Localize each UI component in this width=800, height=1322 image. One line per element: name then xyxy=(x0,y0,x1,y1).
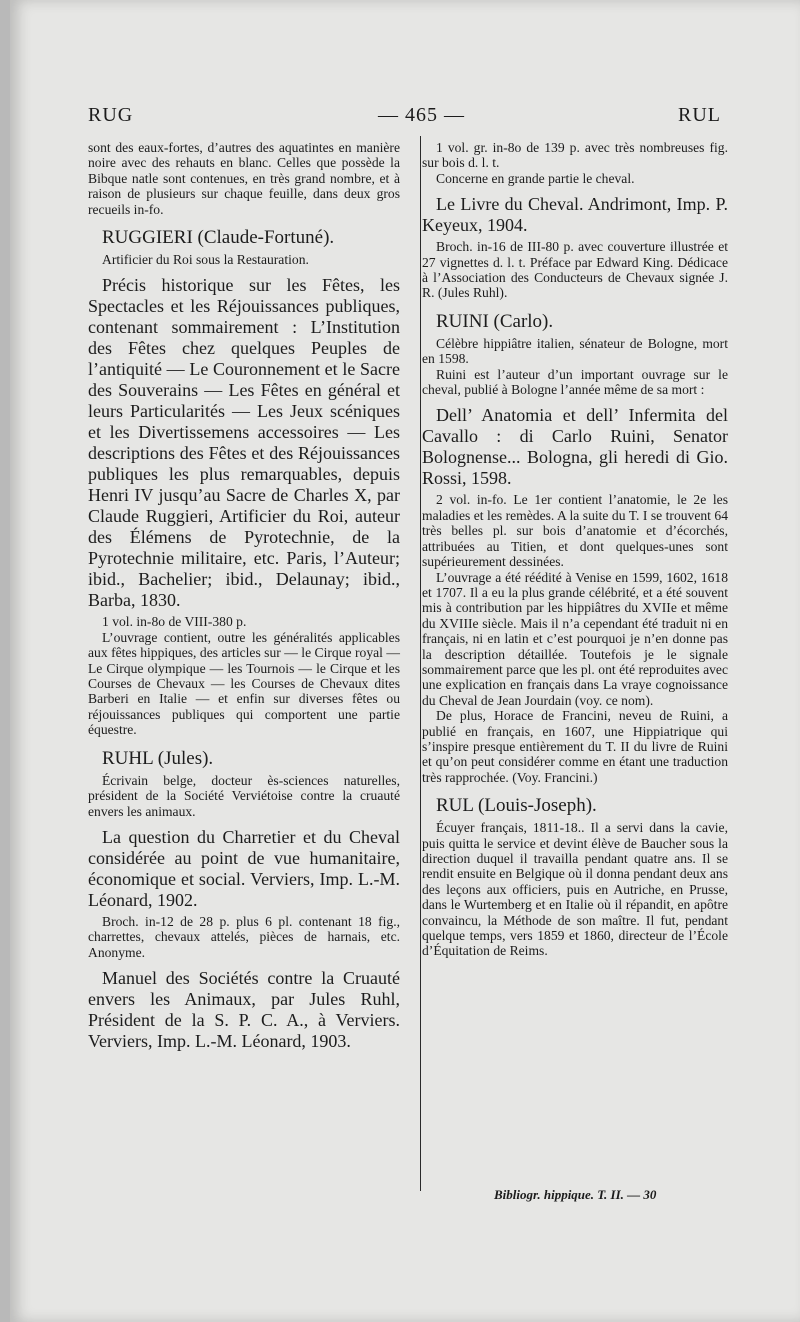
entry-desc-ruhl: Écrivain belge, docteur ès-sciences naturelles, président de la Société Verviétoise contre la cruauté envers les animaux. xyxy=(88,772,400,819)
book-page xyxy=(10,0,800,1322)
column-divider xyxy=(420,136,421,1191)
book-title-anatomia: Dell’ Anatomia et dell’ Infermita del Cavallo : di Carlo Ruini, Senator Bolognense... Bologna, gli heredi di Gio. Rossi, 1598. xyxy=(422,405,728,489)
book-note-precis: L’ouvrage contient, outre les généralités applicables aux fêtes hippiques, des articles sur — le Cirque royal — Le Cirque olympique — les Tournois — le Cirque et les Courses de Chevaux — les Courses de Chevaux dites Barberi en Italie — et enfin sur diverses fêtes ou réjouissances publiques qui comportent une partie équestre. xyxy=(88,629,400,738)
entry-name-ruggieri: RUGGIERI (Claude-Fortuné). xyxy=(102,227,335,249)
running-head-right: RUL xyxy=(678,104,721,126)
book-details-manuel: 1 vol. gr. in-8o de 139 p. avec très nombreuses fig. sur bois d. l. t. xyxy=(422,140,728,171)
entry-desc-ruini: Célèbre hippiâtre italien, sénateur de Bologne, mort en 1598. xyxy=(422,335,728,367)
running-head-left: RUG xyxy=(88,104,134,126)
footer-signature: Bibliogr. hippique. T. II. — 30 xyxy=(494,1187,657,1202)
book-details-question: Broch. in-12 de 28 p. plus 6 pl. contenant 18 fig., charrettes, chevaux attelés, pièces de harnais, etc. Anonyme. xyxy=(88,913,400,960)
book-note-anatomia-1: L’ouvrage a été réédité à Venise en 1599, 1602, 1618 et 1707. Il a eu la plus grande célébrité, et a été souvent mis à contribution par les hippiâtres du XVIIe et même du XVIIIe siècle. Mais il n’a cependant été traduit ni en français, ni en latin et c’est pourquoi je n’en donne pas la description détaillée. Toutefois je le signale sommairement parce que les pl. ont été reproduites avec une explication en français dans La vraye cognoissance du Cheval de Jean Jourdain (voy. ce nom). xyxy=(422,569,728,708)
book-details-anatomia: 2 vol. in-fo. Le 1er contient l’anatomie, le 2e les maladies et les remèdes. A la suite du T. I se trouvent 64 très belles pl. sur bois d’anatomie et d’écorchés, attribuées au Titien, et dont quelques-unes sont supérieurement dessinées. xyxy=(422,492,728,570)
entry-desc-ruggieri: Artificier du Roi sous la Restauration. xyxy=(102,252,309,268)
entry-note-ruini: Ruini est l’auteur d’un important ouvrage sur le cheval, publié à Bologne l’année même de sa mort : xyxy=(422,366,728,398)
right-column xyxy=(422,140,728,959)
book-title-question: La question du Charretier et du Cheval considérée au point de vue humanitaire, économique et social. Verviers, Imp. L.-M. Léonard, 1902. xyxy=(88,826,400,910)
entry-name-ruini: RUINI (Carlo). xyxy=(436,310,554,332)
entry-name-ruhl: RUHL (Jules). xyxy=(102,747,214,769)
book-title-precis: Précis historique sur les Fêtes, les Spectacles et les Réjouissances publiques, contenant sommairement : L’Institution des Fêtes chez quelques Peuples de l’antiquité — Le Couronnement et le Sacre des Souverains — Les Fêtes en général et leurs Particularités — Les Jeux scéniques et les Divertissemens accessoires — Les descriptions des Fêtes et des Réjouissances publiques les plus remarquables, depuis Henri IV jusqu’au Sacre de Charles X, par Claude Ruggieri, Artificier du Roi, auteur des Élémens de Pyrotechnie, de la Pyrotechnie militaire, etc. Paris, l’Auteur; ibid., Bachelier; ibid., Delaunay; ibid., Barba, 1830. xyxy=(88,275,400,611)
continued-paragraph: sont des eaux-fortes, d’autres des aquatintes en manière noire avec des rehauts en blanc. Celles que possède la Bibque natle sont contenues, en très grand nombre, et à raison de plusieurs sur chaque feuille, dans deux gros recueils in-fo. xyxy=(88,140,400,217)
entry-desc-rul: Écuyer français, 1811-18.. Il a servi dans la cavie, puis quitta le service et devint élève de Baucher sous la direction duquel il travailla pendant quatre ans. Il se rendit ensuite en Belgique où il donna pendant deux ans des leçons aux officiers, puis en Autriche, en Prusse, dans le Wurtemberg et en Italie où il répandit, en apôtre convaincu, la Méthode de son maître. Il fut, pendant quelque temps, vers 1859 et 1860, directeur de l’École d’Équitation de Reims. xyxy=(422,820,728,959)
book-note-manuel: Concerne en grande partie le cheval. xyxy=(436,170,635,186)
book-note-anatomia-2: De plus, Horace de Francini, neveu de Ruini, a publié en français, en 1607, une Hippiatrique qui s’inspire presque entièrement du T. II du livre de Ruini et qu’on peut considérer comme en étant une traduction très rapprochée. (Voy. Francini.) xyxy=(422,708,728,785)
left-column xyxy=(88,140,400,1055)
book-details-precis: 1 vol. in-8o de VIII-380 p. xyxy=(102,614,247,630)
book-title-manuel: Manuel des Sociétés contre la Cruauté envers les Animaux, par Jules Ruhl, Président de la S. P. C. A., à Verviers. Verviers, Imp. L.-M. Léonard, 1903. xyxy=(88,968,400,1052)
book-title-livre: Le Livre du Cheval. Andrimont, Imp. P. Keyeux, 1904. xyxy=(422,194,728,236)
page-number: — 465 — xyxy=(378,104,465,126)
entry-name-rul: RUL (Louis-Joseph). xyxy=(436,795,597,817)
book-details-livre: Broch. in-16 de III-80 p. avec couverture illustrée et 27 vignettes d. l. t. Préface par Edward King. Dédicace à l’Association des Conducteurs de Chevaux signée J. R. (Jules Ruhl). xyxy=(422,239,728,301)
